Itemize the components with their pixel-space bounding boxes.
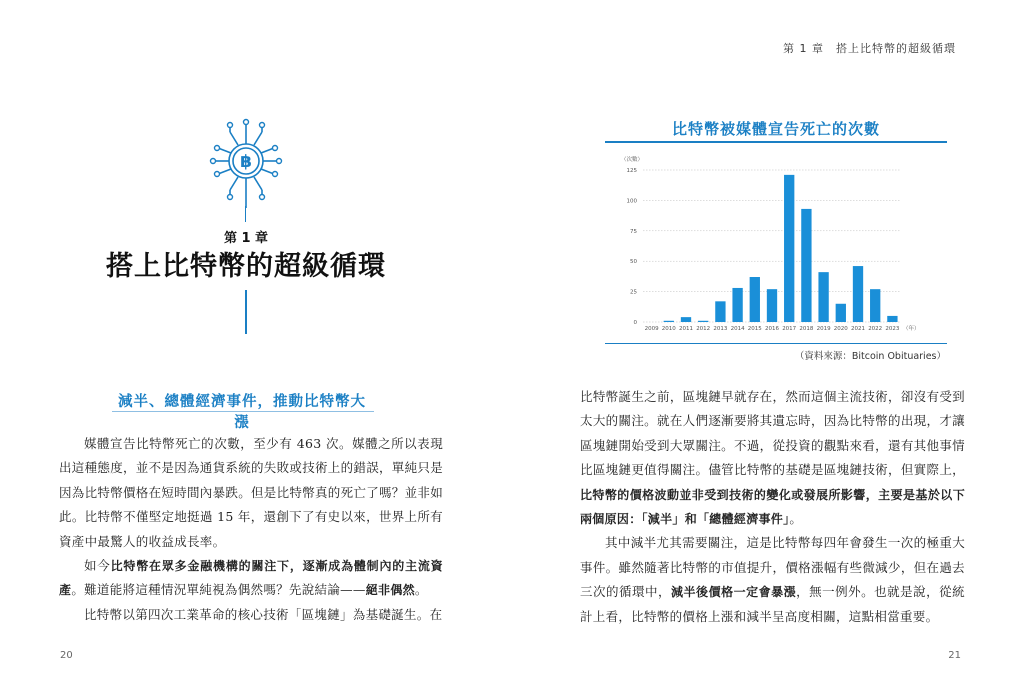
paragraph-text: ，無一例外。也就是說，從統計上看，比特幣的價格上漲和減半呈高度相關，這點相當重要。 bbox=[580, 584, 965, 624]
y-tick-label: 50 bbox=[630, 259, 637, 266]
paragraph-text: 其中減半尤其需要關注，這是比特幣每四年會發生一次的極重大事件。雖然隨著比特幣的市值提升，價格漲幅有些微減少，但在過去三次的循環中， bbox=[580, 535, 965, 600]
x-tick-label: 2022 bbox=[868, 326, 883, 332]
bar-2018 bbox=[801, 209, 811, 322]
bar-2011 bbox=[681, 317, 691, 322]
chart-source: （資料來源：Bitcoin Obituaries） bbox=[794, 351, 946, 362]
paragraph-text: 。 bbox=[789, 511, 803, 527]
x-tick-label: 2023 bbox=[885, 326, 900, 332]
section-heading-underline bbox=[112, 411, 374, 412]
x-tick-label: 2010 bbox=[661, 326, 676, 332]
paragraph bbox=[580, 385, 965, 531]
x-tick-label: 2011 bbox=[679, 326, 693, 332]
x-tick-label: 2013 bbox=[713, 326, 728, 332]
x-tick-label: 2021 bbox=[851, 326, 865, 332]
bar-2015 bbox=[750, 277, 760, 322]
x-tick-label: 2018 bbox=[799, 326, 814, 332]
x-tick-label: 2017 bbox=[782, 326, 797, 332]
svg-text:฿: ฿ bbox=[240, 152, 252, 172]
x-tick-label: 2019 bbox=[816, 326, 831, 332]
emphasis-text: 比特幣的價格波動並非受到技術的變化或發展所影響，主要是基於以下兩個原因：「減半」和「總體經濟事件」 bbox=[580, 487, 965, 527]
paragraph-text: 比特幣誕生之前，區塊鏈早就存在，然而這個主流技術，卻沒有受到太大的關注。就在人們逐漸要將其遺忘時，因為比特幣的出現，才讓區塊鏈開始受到大眾關注。不過，從投資的觀點來看，還有其他事情比區塊鏈更值得關注。儘管比特幣的基礎是區塊鏈技術，但實際上， bbox=[580, 389, 965, 478]
section-heading: 減半、總體經濟事件，推動比特幣大漲 bbox=[118, 394, 366, 431]
x-tick-label: 2015 bbox=[747, 326, 762, 332]
paragraph-text: 。難道能將這種情況單純視為偶然嗎？先說結論—— bbox=[71, 582, 366, 598]
y-tick-label: 100 bbox=[626, 198, 637, 205]
chapter-label: 第 1 章 bbox=[223, 231, 269, 246]
chapter-title: 搭上比特幣的超級循環 bbox=[106, 251, 386, 282]
bar-2017 bbox=[784, 175, 794, 322]
emphasis-text: 減半後價格一定會暴漲 bbox=[671, 585, 797, 600]
chart-top-rule bbox=[605, 141, 947, 143]
bar-2012 bbox=[698, 321, 708, 322]
left-page-body bbox=[59, 432, 443, 627]
x-tick-label: 2009 bbox=[644, 326, 659, 332]
bar-2020 bbox=[836, 304, 846, 322]
bar-2021 bbox=[853, 266, 863, 322]
bar-2019 bbox=[818, 272, 828, 322]
death-count-bar-chart bbox=[605, 150, 947, 340]
paragraph: 媒體宣告比特幣死亡的次數，至少有 463 次。媒體之所以表現出這種態度，並不是因為通貨系統的失敗或技術上的錯誤，單純只是因為比特幣價格在短時間內暴跌。但是比特幣真的死亡了嗎？並非如此。比特幣不僅堅定地挺過 15 年，還創下了有史以來，世界上所有資產中最驚人的收益成長率。 bbox=[59, 436, 444, 549]
right-page-body bbox=[580, 385, 965, 629]
chapter-divider-line bbox=[245, 290, 247, 334]
y-tick-label: 25 bbox=[630, 289, 637, 296]
bar-2022 bbox=[870, 289, 880, 322]
page-number-left: 20 bbox=[60, 650, 73, 661]
paragraph-text: 如今 bbox=[84, 558, 111, 574]
paragraph bbox=[580, 531, 965, 629]
bitcoin-circuit-icon bbox=[206, 118, 286, 208]
emphasis-text: 絕非偶然 bbox=[365, 583, 415, 598]
chart-bottom-rule bbox=[605, 343, 947, 344]
bar-2016 bbox=[767, 289, 777, 322]
running-header: 第 1 章 搭上比特幣的超級循環 bbox=[783, 42, 956, 55]
bar-2010 bbox=[664, 321, 674, 322]
emphasis-text: 比特幣在眾多金融機構的關注下，逐漸成為體制內的主流資產 bbox=[59, 559, 443, 598]
chapter-divider-line bbox=[245, 206, 246, 222]
x-tick-label: 2014 bbox=[730, 326, 745, 332]
y-axis-unit-label: （次數） bbox=[621, 157, 644, 163]
y-tick-label: 125 bbox=[626, 168, 637, 174]
paragraph: 比特幣以第四次工業革命的核心技術「區塊鏈」為基礎誕生。在 bbox=[84, 606, 443, 622]
x-tick-label: 2020 bbox=[833, 326, 848, 332]
bar-2014 bbox=[732, 288, 742, 322]
chart-title: 比特幣被媒體宣告死亡的次數 bbox=[671, 120, 880, 138]
bar-2013 bbox=[715, 301, 725, 322]
paragraph-text: 。 bbox=[414, 582, 428, 598]
x-axis-unit-label: （年） bbox=[903, 326, 920, 332]
y-tick-label: 75 bbox=[630, 228, 637, 235]
page-number-right: 21 bbox=[948, 650, 961, 661]
y-tick-label: 0 bbox=[633, 320, 637, 326]
paragraph bbox=[59, 554, 443, 603]
bar-2023 bbox=[887, 316, 897, 322]
x-tick-label: 2016 bbox=[765, 326, 779, 332]
x-tick-label: 2012 bbox=[696, 326, 711, 332]
